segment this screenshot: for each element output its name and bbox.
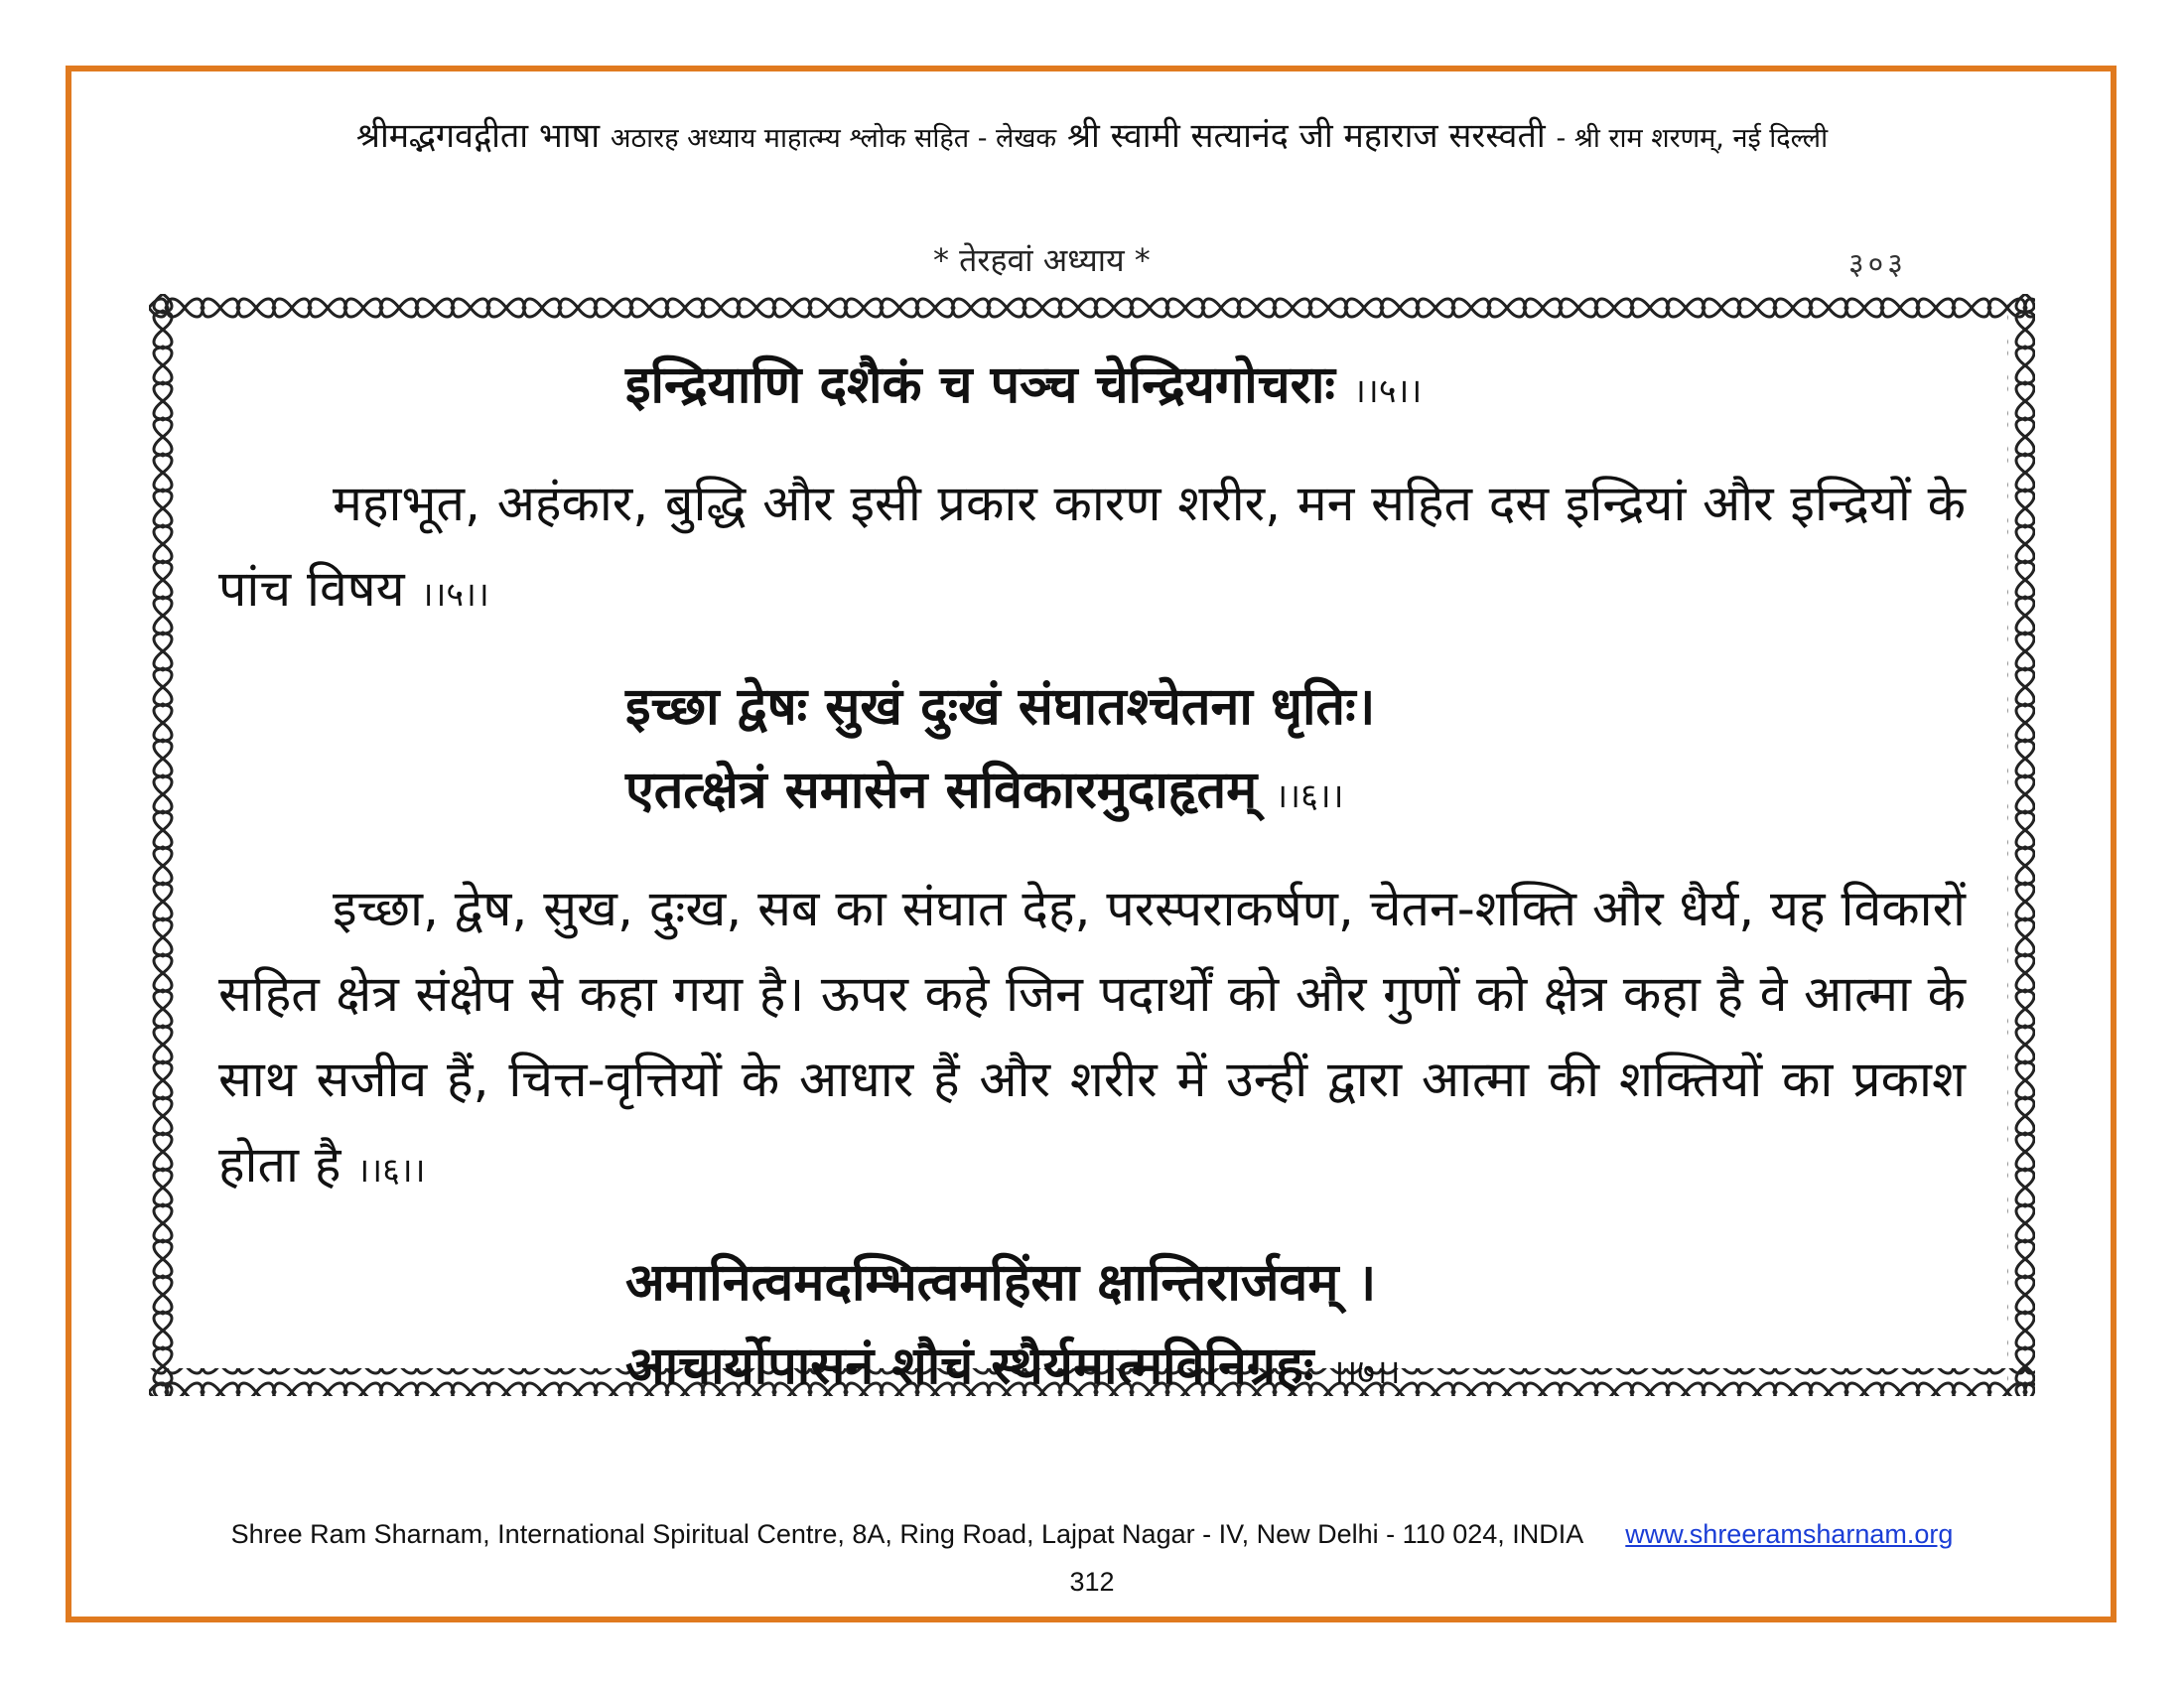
- verse-number: ।।५।।: [420, 575, 489, 615]
- header-author: श्री स्वामी सत्यानंद जी महाराज सरस्वती: [1066, 116, 1546, 156]
- verse-number: ।।६।।: [356, 1151, 426, 1191]
- commentary-text: महाभूत, अहंकार, बुद्धि और इसी प्रकार कारण शरीर, मन सहित दस इन्द्रियां और इन्द्रियों के पांच विषय: [218, 475, 1966, 618]
- website-link[interactable]: www.shreeramsharnam.org: [1625, 1519, 1954, 1549]
- header-title: श्रीमद्भगवद्गीता भाषा: [355, 116, 601, 156]
- header-publisher: - श्री राम शरणम्, नई दिल्ली: [1556, 123, 1829, 154]
- commentary-5: [218, 461, 1966, 637]
- verse-5: [625, 344, 1966, 433]
- footer: [149, 1519, 2035, 1550]
- verse-7: [625, 1241, 1966, 1414]
- header-subtitle: अठारह अध्याय माहात्म्य श्लोक सहित - लेखक: [610, 123, 1057, 154]
- page-number: 312: [1069, 1567, 1115, 1597]
- chapter-title: * तेरहवां अध्याय *: [933, 241, 1151, 279]
- commentary-text: इच्छा, द्वेष, सुख, दुःख, सब का संघात देह, परस्पराकर्षण, चेतन-शक्ति और धैर्य, यह विकारों सहित क्षेत्र संक्षेप से कहा गया है। ऊपर कहे जिन पदार्थों को और गुणों को क्षेत्र कहा है वे आत्मा के साथ सजीव हैं, चित्त-वृत्तियों के आधार हैं और शरीर में उन्हीं द्वारा आत्मा की शक्तियों का प्रकाश होता है: [218, 880, 1966, 1194]
- footer-address: Shree Ram Sharnam, International Spiritual Centre, 8A, Ring Road, Lajpat Nagar - IV, New Delhi - 110 024, INDIA: [230, 1519, 1582, 1549]
- scripture-content: [218, 344, 1966, 1414]
- commentary-6: [218, 866, 1966, 1213]
- verse-number: ।।७।।: [1331, 1352, 1401, 1392]
- verse-text: इन्द्रियाणि दशैकं च पञ्च चेन्द्रियगोचराः: [625, 355, 1335, 415]
- verse-line: एतत्क्षेत्रं समासेन सविकारमुदाहृतम्: [625, 761, 1258, 820]
- verse-number: ।।५।।: [1353, 371, 1423, 411]
- scanned-page-number: ३०३: [1848, 247, 1907, 282]
- verse-6: [625, 665, 1966, 838]
- verse-line: आचार्योपासनं शौचं स्थैर्यमात्मविनिग्रहः: [625, 1336, 1314, 1396]
- scanned-page-frame: [149, 294, 2035, 1396]
- verse-line: अमानित्वमदम्भित्वमहिंसा क्षान्तिरार्जवम् ।: [625, 1253, 1377, 1313]
- verse-line: इच्छा द्वेषः सुखं दुःखं संघातश्चेतना धृतिः।: [625, 677, 1376, 737]
- verse-number: ।।६।।: [1275, 776, 1344, 816]
- document-header: [119, 111, 2065, 157]
